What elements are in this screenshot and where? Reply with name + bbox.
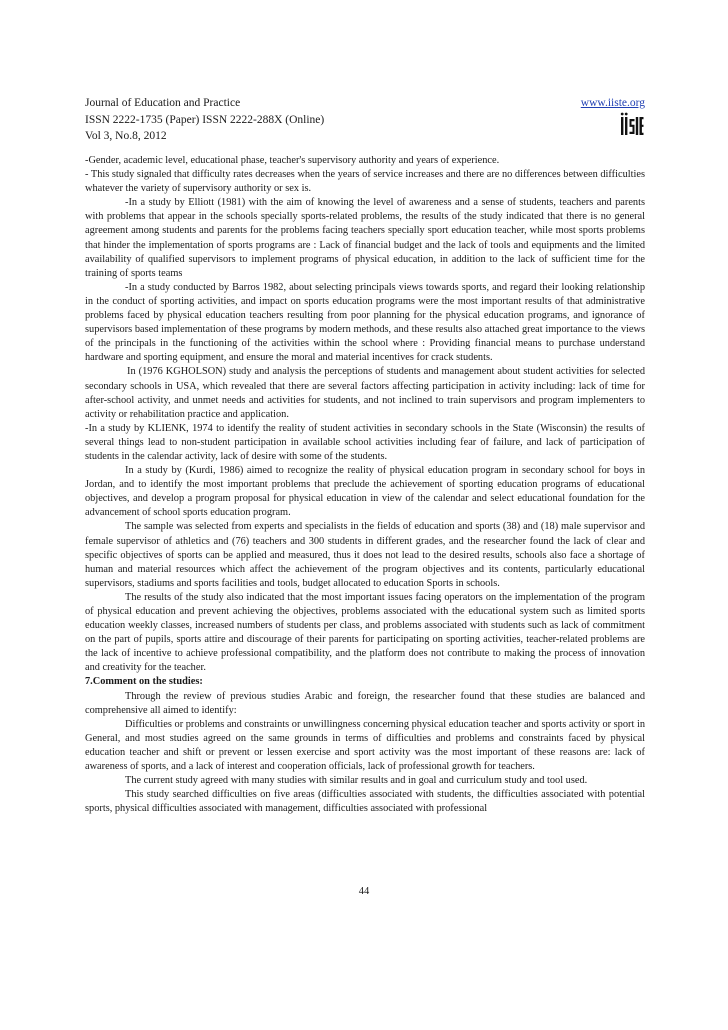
website-link[interactable]: www.iiste.org (580, 97, 645, 109)
section-heading: 7.Comment on the studies: (85, 676, 203, 688)
iiste-logo (620, 112, 644, 138)
paragraph: The sample was selected from experts and specialists in the fields of education and sports (38) and (18) male supervisor and female supervisor of athletics and (76) teachers and 300 students in different grades, and the researcher found the lack of clear and specific objectives of sports can be applied and measured, thus it does not lead to the desired results, schools also face a shortage of human and material resources which affect the achievement of the program objectives and its contents, particularly educational supervisors, stadiums and sports facilities and tools, budget allocated to education Sports in schools. (85, 521, 645, 589)
paragraph: In (1976 KGHOLSON) study and analysis the perceptions of students and management about student activities for selected secondary schools in USA, which revealed that there are several factors affecting participation in activity including: lack of time for after-school activity, and unmet needs and activities for students, and not inclined to train supervisors and program implementers to activity or rehabilitation practice and application. (85, 366, 645, 420)
paragraph: The current study agreed with many studies with similar results and in goal and curriculum study and tool used. (125, 775, 588, 787)
journal-title: Journal of Education and Practice (85, 97, 241, 109)
paragraph: - This study signaled that difficulty rates decreases when the years of service increases and there are no differences between difficulties whatever the variety of supervisory authority or sex is. (85, 169, 645, 195)
paragraph: The results of the study also indicated that the most important issues facing operators on the implementation of the program of physical education and prevent achieving the objectives, problems associated with the educational system such as limited sports education weekly classes, increased numbers of students per class, and problems associated with students such as lack of commitment on the part of pupils, sports attire and discourage of their parents for participating on sporting activities, teacher-related problems are the lack of incentive to achieve professional compatibility, and the platform does not contribute to making the process of innovation and creativity for the teacher. (85, 591, 645, 674)
paragraph: This study searched difficulties on five areas (difficulties associated with students, the difficulties associated with potential sports, physical difficulties associated with management, difficulties associated with professional (85, 789, 645, 815)
article-body (85, 154, 645, 816)
paragraph: -Gender, academic level, educational phase, teacher's supervisory authority and years of experience. (85, 155, 500, 166)
page-number: 44 (358, 886, 370, 897)
paragraph: -In a study by KLIENK, 1974 to identify the reality of student activities in secondary schools in the State (Wisconsin) the results of several things lead to non-student participation in available school activities including fear of failure, and lack of participation of students in the calendar activity, lack of desire with some of the students. (85, 422, 645, 462)
issn-line: ISSN 2222-1735 (Paper) ISSN 2222-288X (Online) (85, 113, 325, 126)
paragraph: Through the review of previous studies Arabic and foreign, the researcher found that these studies are balanced and comprehensive all aimed to identify: (85, 690, 645, 716)
paragraph: In a study by (Kurdi, 1986) aimed to recognize the reality of physical education program in secondary school for boys in Jordan, and to identify the most important problems that preclude the achievement of sporting education programs of educational objectives, and develop a program proposal for physical education in view of the calendar and select educational foundation for the advancement of school sports education program. (85, 465, 645, 519)
journal-header (85, 95, 645, 145)
paragraph: Difficulties or problems and constraints or unwillingness concerning physical education teacher and sports activity or sport in General, and most studies agreed on the same grounds in terms of difficulties and problems and constraints faced by physical education teacher and shift or prevent or lessen exercise and sport activity was the most important of these reasons are: lack of awareness of sports, and a lack of interest and cooperation officials, lack of professional growth for teachers. (85, 718, 645, 773)
paragraph: -In a study conducted by Barros 1982, about selecting principals views towards sports, and regard their looking relationship in the conduct of sporting activities, and impact on sports education programs were the most important results of that administrative problems faced by physical education teachers resulting from poor planning for the physical education programs, and ignorance of supervisors based implementation of these programs by modern methods, and these results also attached great importance to the views of the principals in the functioning of the activities within the school where : Providing financial means to purchase understand hardware and sporting equipment, and ensure the moral and material incentives for crack students. (85, 281, 645, 364)
paragraph: -In a study by Elliott (1981) with the aim of knowing the level of awareness and a sense of students, teachers and parents with problems that appear in the schools specially sports-related problems, the results of the study indicated that there is no general agreement among students and parents for the problems facing teachers specially sport education teacher, while most sports problems that hinder the implementation of sports programs are : Lack of financial budget and the lack of tools and equipments and the limited availability of qualified supervisors to implement programs of physical education, in addition to the lack of sufficient time for the training of sports teams (85, 197, 645, 279)
volume-line: Vol 3, No.8, 2012 (85, 130, 167, 142)
